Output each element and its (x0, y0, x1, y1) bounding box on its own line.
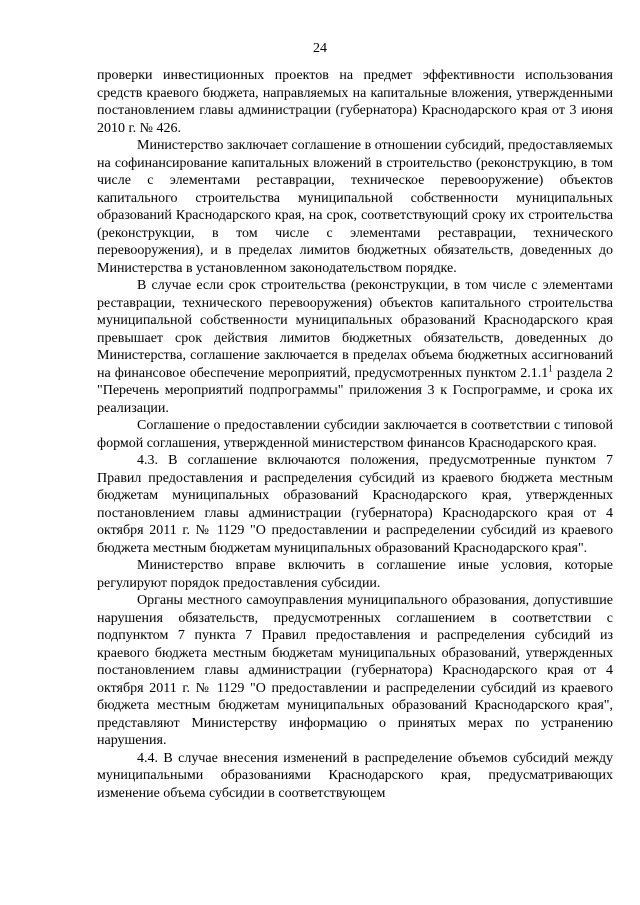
paragraph-construction-term (97, 277, 613, 417)
paragraph-violations: Органы местного самоуправления муниципального образования, допустившие нарушения обязательств, предусмотренных соглашением в соответствии с подпунктом 7 пункта 7 Правил предоставления и распределения субсидий из краевого бюджета местным бюджетам муниципальных образований, утвержденных постановлением главы администрации (губернатора) Краснодарского края от 4 октября 2011 г. № 1129 "О предоставлении и распределении субсидий из краевого бюджета местным бюджетам муниципальных образований Краснодарского края", представляют Министерству информацию о принятых мерах по устранению нарушения. (97, 593, 613, 748)
page-number: 24 (313, 41, 327, 56)
paragraph-other-conditions: Министерство вправе включить в соглашение иные условия, которые регулируют порядок предоставления субсидии. (97, 558, 613, 591)
paragraph-text-after: раздела 2 "Перечень мероприятий подпрограммы" приложения 3 к Госпрограмме, и срока их реализации. (97, 365, 614, 416)
paragraph-standard-form: Соглашение о предоставлении субсидии заключается в соответствии с типовой формой соглашения, утвержденной министерством финансов Краснодарского края. (97, 418, 613, 451)
document-body (97, 67, 613, 802)
paragraph-text: В случае если срок строительства (реконструкции, в том числе с элементами реставрации, технического перевооружения) объектов капитального строительства муниципальной собственности муниципальных образований Краснодарского края превышает срок действия лимитов бюджетных обязательств, доведенных до Министерства, соглашение заключается в пределах объема бюджетных ассигнований на финансовое обеспечение мероприятий, предусмотренных пунктом 2.1.1 (97, 278, 613, 381)
paragraph-section-4-3: 4.3. В соглашение включаются положения, предусмотренные пунктом 7 Правил предоставления и распределения субсидий из краевого бюджета местным бюджетам муниципальных образований Краснодарского края, утвержденных постановлением главы администрации (губернатора) Краснодарского края от 4 октября 2011 г. № 1129 "О предоставлении и распределении субсидий из краевого бюджета местным бюджетам муниципальных образований Краснодарского края". (97, 453, 613, 556)
paragraph-section-4-4: 4.4. В случае внесения изменений в распределение объемов субсидий между муниципальными образованиями Краснодарского края, предусматривающих изменение объема субсидии в соответствующем (97, 750, 613, 801)
paragraph-agreement-term: Министерство заключает соглашение в отношении субсидий, предоставляемых на софинансирование капитальных вложений в строительство (реконструкцию, в том числе с элементами реставрации, техническое перевооружение) объектов капитального строительства муниципальной собственности муниципальных образований Краснодарского края, на срок, соответствующий сроку их строительства (реконструкции, в том числе с элементами реставрации, технического перевооружения), и в пределах лимитов бюджетных обязательств, доведенных до Министерства в установленном законодательством порядке. (97, 138, 613, 276)
footnote-marker: 1 (548, 362, 553, 373)
paragraph-continuation: проверки инвестиционных проектов на предмет эффективности использования средств краевого бюджета, направляемых на капитальные вложения, утвержденными постановлением главы администрации (губернатора) Краснодарского края от 3 июня 2010 г. № 426. (97, 68, 613, 136)
